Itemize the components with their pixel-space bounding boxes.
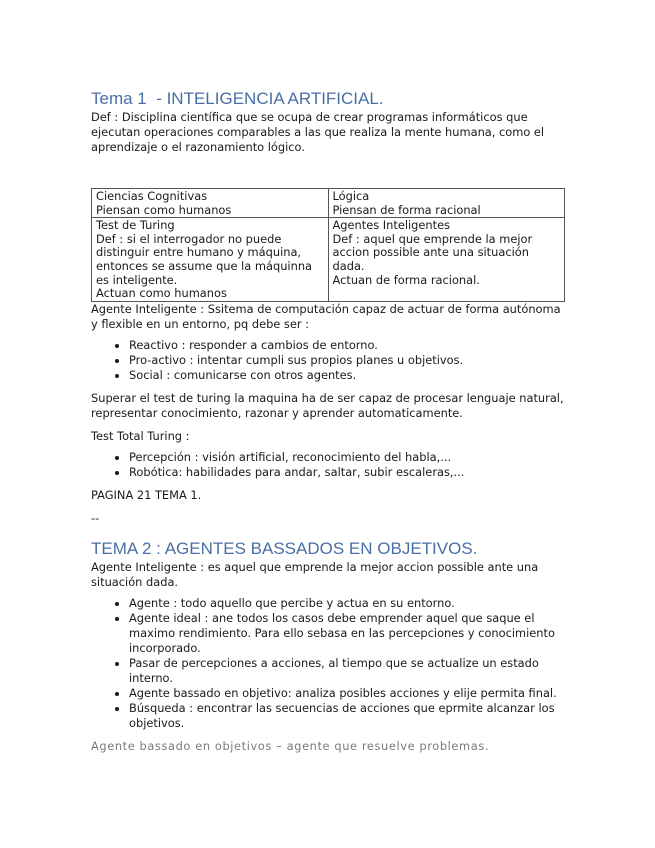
- cell-text: Piensan como humanos: [96, 202, 232, 217]
- list-item: • Búsqueda : encontrar las secuencias de acciones que eprmite alcanzar los objetivos.: [129, 701, 565, 731]
- tema2-list: [91, 596, 565, 731]
- list-item: • Pro-activo : intentar cumpli sus propios planes u objetivos.: [129, 353, 565, 368]
- table-cell: [92, 189, 329, 218]
- agente-definition: Agente Inteligente : Ssitema de computación capaz de actuar de forma autónoma y flexible en un entorno, pq debe ser :: [91, 301, 561, 331]
- cell-text: Piensan de forma racional: [332, 202, 481, 217]
- cell-text: Actuan de forma racional.: [332, 272, 480, 287]
- cell-heading: Lógica: [332, 189, 370, 203]
- approaches-table: [91, 188, 565, 302]
- list-item: • Social : comunicarse con otros agentes.: [129, 368, 565, 383]
- list-item: • Agente bassado en objetivo: analiza posibles acciones y elije permita final.: [129, 686, 565, 701]
- table-row: [92, 189, 565, 218]
- table-cell: [328, 189, 565, 218]
- page-reference: PAGINA 21 TEMA 1.: [91, 487, 202, 502]
- table-cell: [92, 218, 329, 302]
- cell-heading: Agentes Inteligentes: [332, 218, 451, 233]
- cell-heading: Test de Turing: [96, 218, 175, 233]
- list-item: • Pasar de percepciones a acciones, al tiempo que se actualize un estado interno.: [129, 656, 565, 686]
- agente-list: [91, 338, 565, 383]
- list-item: • Agente : todo aquello que percibe y actua en su entorno.: [129, 596, 565, 611]
- tema1-definition: Def : Disciplina científica que se ocupa de crear programas informáticos que ejecutan operaciones comparables a las que realiza la mente humana, como el aprendizaje o el razonamiento lógico.: [91, 110, 545, 154]
- table-cell: [328, 218, 565, 302]
- test-total-heading: Test Total Turing :: [91, 428, 190, 443]
- list-item: • Robótica: habilidades para andar, saltar, subir escaleras,...: [129, 465, 565, 480]
- tema2-definition: Agente Inteligente : es aquel que emprende la mejor accion possible ante una situación dada.: [91, 559, 539, 589]
- cell-heading: Ciencias Cognitivas: [96, 189, 208, 203]
- cell-text: Def : si el interrogador no puede distinguir entre humano y máquina, entonces se assume que la máquinna es inteligente.: [96, 231, 313, 287]
- tema2-note: Agente bassado en objetivos – agente que resuelve problemas.: [91, 738, 490, 753]
- separator: --: [91, 510, 100, 525]
- document-page: [91, 88, 565, 754]
- table-row: [92, 218, 565, 302]
- list-item: • Reactivo : responder a cambios de entorno.: [129, 338, 565, 353]
- list-item: • Agente ideal : ane todos los casos debe emprender aquel que saque el maximo rendimiento. Para ello sebasa en las percepciones y conocimiento incorporado.: [129, 611, 565, 656]
- cell-text: Actuan como humanos: [96, 286, 227, 301]
- superar-paragraph: Superar el test de turing la maquina ha de ser capaz de procesar lenguaje natural, representar conocimiento, razonar y aprender automaticamente.: [91, 390, 564, 420]
- tema1-title: Tema 1 - INTELIGENCIA ARTIFICIAL.: [91, 89, 384, 108]
- list-item: • Percepción : visión artificial, reconocimiento del habla,...: [129, 450, 565, 465]
- test-total-list: [91, 450, 565, 480]
- cell-text: Def : aquel que emprende la mejor accion possible ante una situación dada.: [332, 231, 533, 273]
- tema2-title: TEMA 2 : AGENTES BASSADOS EN OBJETIVOS.: [91, 538, 478, 558]
